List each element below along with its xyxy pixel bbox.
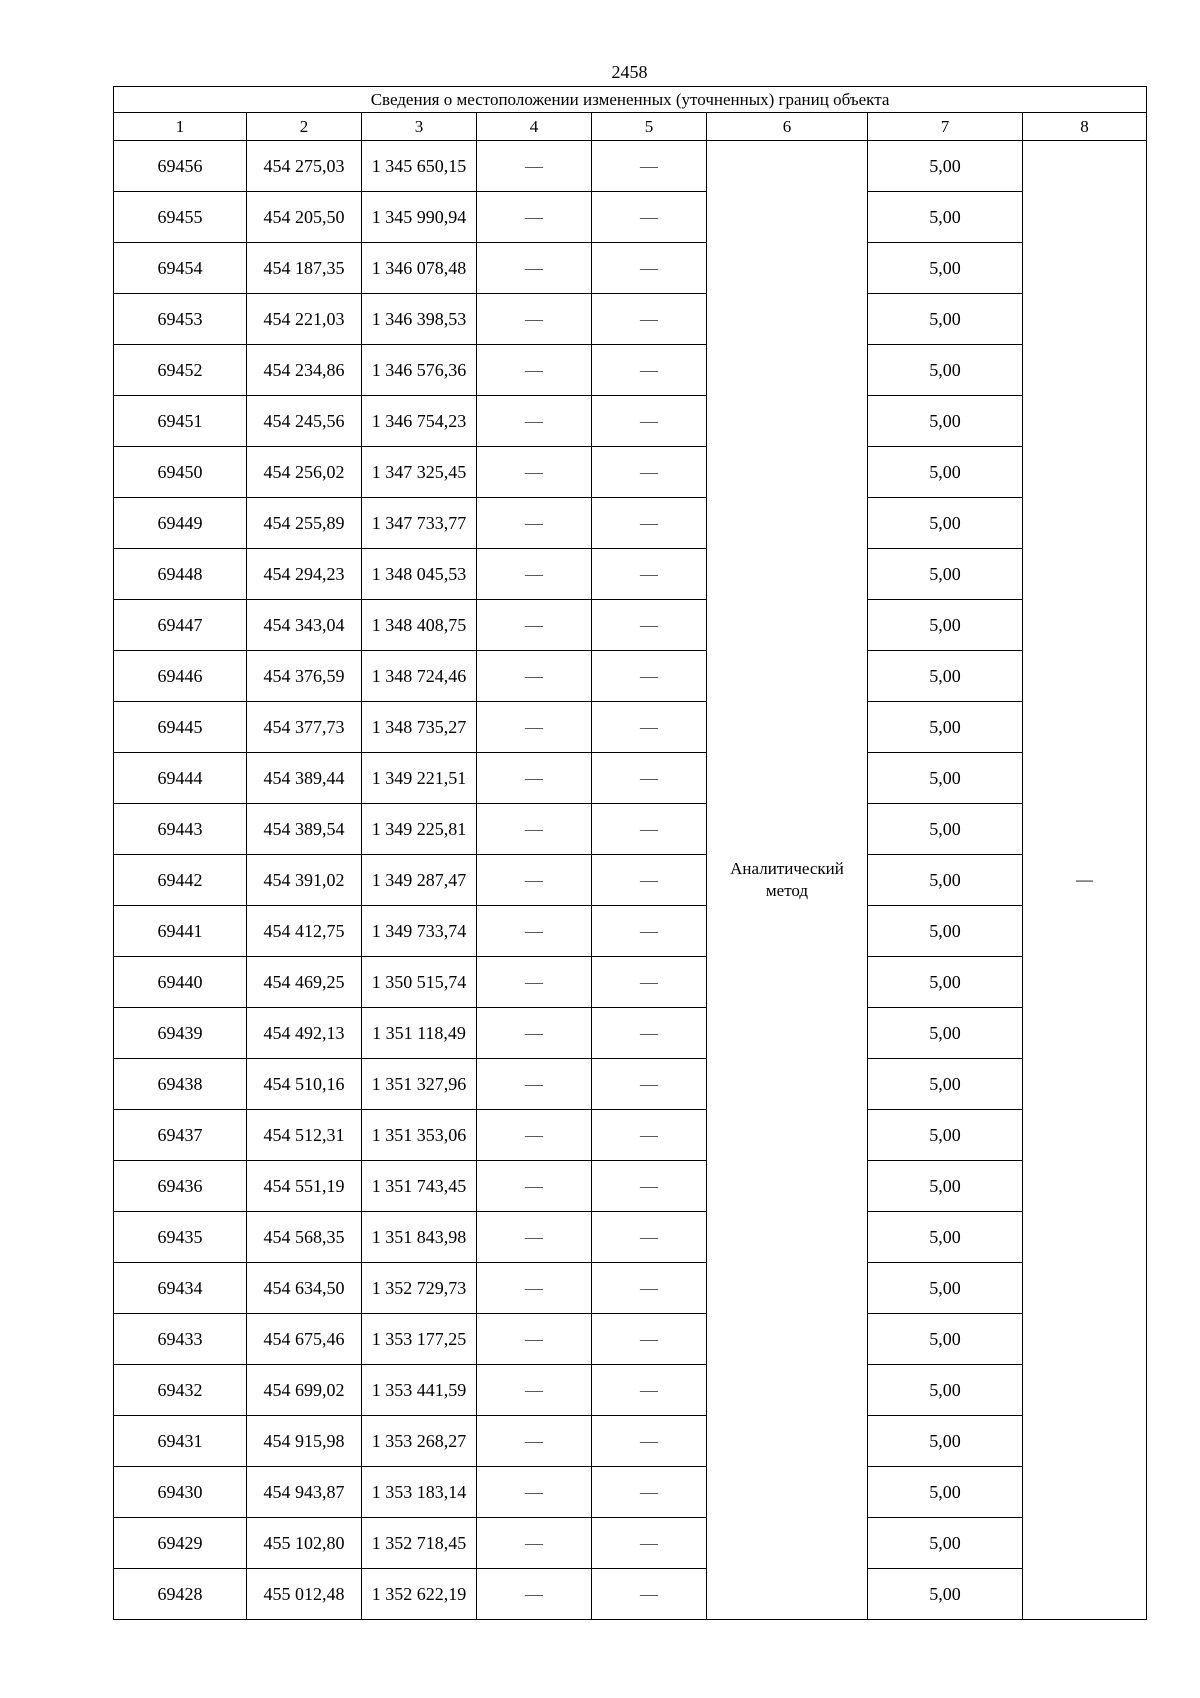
cell-y-coordinate: 1 351 327,96 [362, 1059, 477, 1110]
cell-y-coordinate: 1 346 078,48 [362, 243, 477, 294]
table-row [114, 1518, 1147, 1569]
cell-point-number: 69429 [114, 1518, 247, 1569]
table-row [114, 141, 1147, 192]
table-title: Сведения о местоположении измененных (уточненных) границ объекта [114, 87, 1147, 113]
cell-column-7: 5,00 [868, 1416, 1023, 1467]
cell-column-7: 5,00 [868, 447, 1023, 498]
cell-y-coordinate: 1 352 718,45 [362, 1518, 477, 1569]
table-row [114, 1059, 1147, 1110]
cell-column-5: — [592, 753, 707, 804]
cell-x-coordinate: 454 492,13 [247, 1008, 362, 1059]
cell-x-coordinate: 454 389,54 [247, 804, 362, 855]
cell-point-number: 69449 [114, 498, 247, 549]
cell-column-7: 5,00 [868, 1365, 1023, 1416]
cell-column-7: 5,00 [868, 702, 1023, 753]
cell-column-4: — [477, 1518, 592, 1569]
cell-column-5: — [592, 396, 707, 447]
cell-column-4: — [477, 1059, 592, 1110]
column-number-7: 7 [868, 113, 1023, 141]
cell-column-7: 5,00 [868, 651, 1023, 702]
cell-column-4: — [477, 804, 592, 855]
cell-point-number: 69430 [114, 1467, 247, 1518]
cell-column-4: — [477, 855, 592, 906]
cell-point-number: 69447 [114, 600, 247, 651]
cell-point-number: 69453 [114, 294, 247, 345]
cell-column-5: — [592, 1467, 707, 1518]
cell-y-coordinate: 1 345 650,15 [362, 141, 477, 192]
cell-point-number: 69432 [114, 1365, 247, 1416]
cell-point-number: 69452 [114, 345, 247, 396]
cell-y-coordinate: 1 348 735,27 [362, 702, 477, 753]
cell-x-coordinate: 454 294,23 [247, 549, 362, 600]
cell-column-4: — [477, 294, 592, 345]
cell-column-5: — [592, 1314, 707, 1365]
table-row [114, 1467, 1147, 1518]
cell-point-number: 69437 [114, 1110, 247, 1161]
cell-point-number: 69440 [114, 957, 247, 1008]
cell-column-4: — [477, 1161, 592, 1212]
cell-column-4: — [477, 906, 592, 957]
table-row [114, 345, 1147, 396]
page-number: 2458 [611, 62, 648, 82]
cell-x-coordinate: 454 187,35 [247, 243, 362, 294]
cell-column-7: 5,00 [868, 345, 1023, 396]
cell-point-number: 69442 [114, 855, 247, 906]
cell-point-number: 69445 [114, 702, 247, 753]
cell-x-coordinate: 454 245,56 [247, 396, 362, 447]
cell-y-coordinate: 1 346 398,53 [362, 294, 477, 345]
cell-x-coordinate: 454 551,19 [247, 1161, 362, 1212]
cell-x-coordinate: 455 102,80 [247, 1518, 362, 1569]
cell-x-coordinate: 454 234,86 [247, 345, 362, 396]
cell-x-coordinate: 454 205,50 [247, 192, 362, 243]
table-row [114, 855, 1147, 906]
cell-column-5: — [592, 906, 707, 957]
cell-y-coordinate: 1 353 441,59 [362, 1365, 477, 1416]
cell-x-coordinate: 454 391,02 [247, 855, 362, 906]
cell-y-coordinate: 1 353 183,14 [362, 1467, 477, 1518]
cell-x-coordinate: 454 377,73 [247, 702, 362, 753]
boundary-coordinates-table [113, 86, 1147, 1620]
cell-column-7: 5,00 [868, 243, 1023, 294]
cell-y-coordinate: 1 349 733,74 [362, 906, 477, 957]
cell-column-7: 5,00 [868, 753, 1023, 804]
cell-y-coordinate: 1 351 843,98 [362, 1212, 477, 1263]
cell-column-4: — [477, 1008, 592, 1059]
cell-y-coordinate: 1 349 221,51 [362, 753, 477, 804]
cell-column-7: 5,00 [868, 1518, 1023, 1569]
cell-column-4: — [477, 1467, 592, 1518]
table-row [114, 447, 1147, 498]
cell-column-5: — [592, 651, 707, 702]
cell-column-5: — [592, 141, 707, 192]
cell-y-coordinate: 1 347 733,77 [362, 498, 477, 549]
table-row [114, 498, 1147, 549]
cell-y-coordinate: 1 346 754,23 [362, 396, 477, 447]
cell-column-5: — [592, 600, 707, 651]
cell-point-number: 69431 [114, 1416, 247, 1467]
cell-x-coordinate: 454 376,59 [247, 651, 362, 702]
cell-y-coordinate: 1 351 118,49 [362, 1008, 477, 1059]
column-number-1: 1 [114, 113, 247, 141]
cell-y-coordinate: 1 351 743,45 [362, 1161, 477, 1212]
cell-point-number: 69446 [114, 651, 247, 702]
cell-column-4: — [477, 1110, 592, 1161]
cell-column-7: 5,00 [868, 1110, 1023, 1161]
cell-column-7: 5,00 [868, 1212, 1023, 1263]
cell-column-7: 5,00 [868, 957, 1023, 1008]
cell-column-4: — [477, 396, 592, 447]
cell-y-coordinate: 1 349 225,81 [362, 804, 477, 855]
table-row [114, 1263, 1147, 1314]
cell-y-coordinate: 1 348 724,46 [362, 651, 477, 702]
table-row [114, 651, 1147, 702]
cell-point-number: 69435 [114, 1212, 247, 1263]
cell-column-4: — [477, 1416, 592, 1467]
cell-column-5: — [592, 1518, 707, 1569]
cell-point-number: 69439 [114, 1008, 247, 1059]
cell-column-4: — [477, 192, 592, 243]
cell-y-coordinate: 1 351 353,06 [362, 1110, 477, 1161]
cell-column-7: 5,00 [868, 906, 1023, 957]
cell-column-7: 5,00 [868, 294, 1023, 345]
cell-column-7: 5,00 [868, 549, 1023, 600]
cell-column-5: — [592, 447, 707, 498]
cell-x-coordinate: 454 510,16 [247, 1059, 362, 1110]
table-title-row [114, 87, 1147, 113]
cell-x-coordinate: 454 221,03 [247, 294, 362, 345]
cell-point-number: 69451 [114, 396, 247, 447]
cell-column-4: — [477, 957, 592, 1008]
cell-column-5: — [592, 1212, 707, 1263]
cell-x-coordinate: 454 412,75 [247, 906, 362, 957]
cell-x-coordinate: 454 634,50 [247, 1263, 362, 1314]
cell-column-5: — [592, 957, 707, 1008]
table-row [114, 1110, 1147, 1161]
cell-column-7: 5,00 [868, 1263, 1023, 1314]
cell-column-4: — [477, 1365, 592, 1416]
cell-column-5: — [592, 1110, 707, 1161]
column-number-6: 6 [707, 113, 868, 141]
cell-column-5: — [592, 1263, 707, 1314]
table-row [114, 906, 1147, 957]
cell-column-5: — [592, 243, 707, 294]
cell-column-4: — [477, 651, 592, 702]
cell-y-coordinate: 1 352 729,73 [362, 1263, 477, 1314]
cell-column-5: — [592, 549, 707, 600]
cell-point-number: 69433 [114, 1314, 247, 1365]
table-row [114, 243, 1147, 294]
cell-column-5: — [592, 804, 707, 855]
cell-column-5: — [592, 345, 707, 396]
cell-column-4: — [477, 753, 592, 804]
column-number-2: 2 [247, 113, 362, 141]
table-row [114, 753, 1147, 804]
cell-column-7: 5,00 [868, 1161, 1023, 1212]
cell-column-4: — [477, 447, 592, 498]
cell-y-coordinate: 1 345 990,94 [362, 192, 477, 243]
table-row [114, 549, 1147, 600]
table-row [114, 294, 1147, 345]
column-number-3: 3 [362, 113, 477, 141]
cell-column-4: — [477, 1314, 592, 1365]
cell-column-4: — [477, 243, 592, 294]
cell-y-coordinate: 1 352 622,19 [362, 1569, 477, 1620]
cell-point-number: 69448 [114, 549, 247, 600]
cell-column-7: 5,00 [868, 600, 1023, 651]
cell-point-number: 69441 [114, 906, 247, 957]
cell-column-5: — [592, 1161, 707, 1212]
cell-column-5: — [592, 294, 707, 345]
cell-column-7: 5,00 [868, 1008, 1023, 1059]
table-row [114, 1416, 1147, 1467]
cell-column-4: — [477, 498, 592, 549]
cell-x-coordinate: 454 256,02 [247, 447, 362, 498]
cell-column-7: 5,00 [868, 1059, 1023, 1110]
cell-point-number: 69456 [114, 141, 247, 192]
table-row [114, 1161, 1147, 1212]
cell-column-4: — [477, 600, 592, 651]
cell-y-coordinate: 1 353 177,25 [362, 1314, 477, 1365]
cell-column-7: 5,00 [868, 1569, 1023, 1620]
cell-x-coordinate: 454 943,87 [247, 1467, 362, 1518]
cell-x-coordinate: 454 275,03 [247, 141, 362, 192]
table-row [114, 702, 1147, 753]
column-numbers-row [114, 113, 1147, 141]
cell-x-coordinate: 454 255,89 [247, 498, 362, 549]
cell-point-number: 69450 [114, 447, 247, 498]
cell-x-coordinate: 454 675,46 [247, 1314, 362, 1365]
cell-column-4: — [477, 702, 592, 753]
cell-column-5: — [592, 1365, 707, 1416]
cell-x-coordinate: 454 343,04 [247, 600, 362, 651]
cell-y-coordinate: 1 349 287,47 [362, 855, 477, 906]
cell-x-coordinate: 454 512,31 [247, 1110, 362, 1161]
cell-x-coordinate: 454 389,44 [247, 753, 362, 804]
cell-x-coordinate: 454 469,25 [247, 957, 362, 1008]
cell-x-coordinate: 455 012,48 [247, 1569, 362, 1620]
table-row [114, 1212, 1147, 1263]
cell-column-5: — [592, 855, 707, 906]
table-row [114, 396, 1147, 447]
cell-y-coordinate: 1 346 576,36 [362, 345, 477, 396]
cell-column-5: — [592, 1008, 707, 1059]
cell-point-number: 69455 [114, 192, 247, 243]
cell-column-7: 5,00 [868, 498, 1023, 549]
cell-column-5: — [592, 1569, 707, 1620]
cell-column-7: 5,00 [868, 192, 1023, 243]
cell-column-7: 5,00 [868, 855, 1023, 906]
table-row [114, 1314, 1147, 1365]
cell-x-coordinate: 454 568,35 [247, 1212, 362, 1263]
cell-column-4: — [477, 549, 592, 600]
cell-column-7: 5,00 [868, 804, 1023, 855]
cell-column-4: — [477, 345, 592, 396]
cell-column-7: 5,00 [868, 141, 1023, 192]
cell-column-7: 5,00 [868, 396, 1023, 447]
cell-y-coordinate: 1 347 325,45 [362, 447, 477, 498]
cell-y-coordinate: 1 348 045,53 [362, 549, 477, 600]
table-row [114, 600, 1147, 651]
cell-y-coordinate: 1 353 268,27 [362, 1416, 477, 1467]
table-row [114, 192, 1147, 243]
cell-column-5: — [592, 1416, 707, 1467]
table-row [114, 1365, 1147, 1416]
cell-point-number: 69438 [114, 1059, 247, 1110]
cell-column-4: — [477, 1212, 592, 1263]
table-row [114, 1569, 1147, 1620]
cell-column-5: — [592, 1059, 707, 1110]
cell-column-4: — [477, 1569, 592, 1620]
cell-column-7: 5,00 [868, 1314, 1023, 1365]
cell-column-8: — [1023, 141, 1147, 1620]
column-number-5: 5 [592, 113, 707, 141]
cell-column-5: — [592, 192, 707, 243]
column-number-4: 4 [477, 113, 592, 141]
cell-column-5: — [592, 702, 707, 753]
cell-method: Аналитический метод [707, 141, 868, 1620]
cell-point-number: 69436 [114, 1161, 247, 1212]
cell-x-coordinate: 454 915,98 [247, 1416, 362, 1467]
cell-point-number: 69454 [114, 243, 247, 294]
cell-x-coordinate: 454 699,02 [247, 1365, 362, 1416]
cell-column-7: 5,00 [868, 1467, 1023, 1518]
cell-y-coordinate: 1 350 515,74 [362, 957, 477, 1008]
cell-point-number: 69434 [114, 1263, 247, 1314]
table-row [114, 1008, 1147, 1059]
cell-point-number: 69443 [114, 804, 247, 855]
cell-column-4: — [477, 1263, 592, 1314]
cell-point-number: 69428 [114, 1569, 247, 1620]
cell-column-4: — [477, 141, 592, 192]
table-row [114, 804, 1147, 855]
column-number-8: 8 [1023, 113, 1147, 141]
table-row [114, 957, 1147, 1008]
cell-column-5: — [592, 498, 707, 549]
cell-y-coordinate: 1 348 408,75 [362, 600, 477, 651]
cell-point-number: 69444 [114, 753, 247, 804]
